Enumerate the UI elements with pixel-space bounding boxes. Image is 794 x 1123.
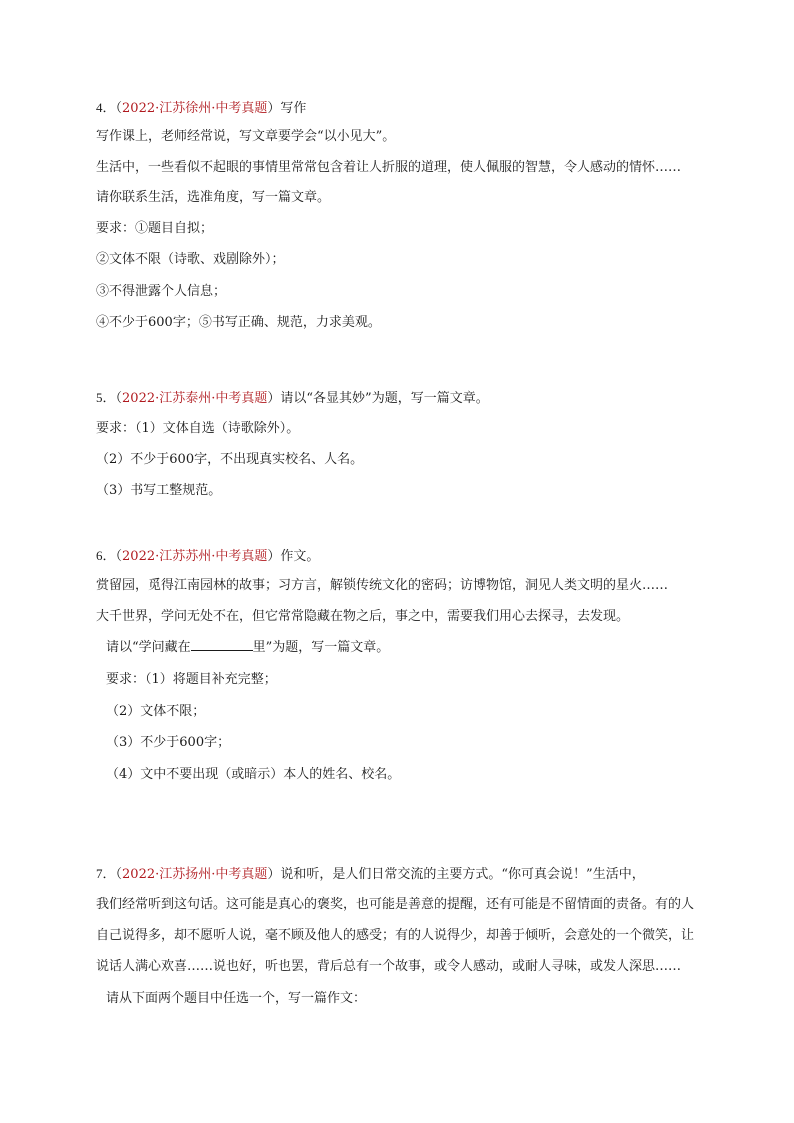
requirement-line: （3）书写工整规范。: [96, 483, 222, 498]
paragraph-line: 请你联系生活，选准角度，写一篇文章。: [96, 190, 331, 205]
prompt-line: 请以“学问藏在 里”为题，写一篇文章。: [106, 640, 390, 655]
requirement-line: （2）不少于600字，不出现真实校名、人名。: [96, 452, 364, 467]
paragraph-line: 赏留园，觅得江南园林的故事；习方言，解锁传统文化的密码；访博物馆，洞见人类文明的星火……: [96, 578, 669, 593]
source-tag: 2022·江苏苏州·中考真题: [122, 549, 268, 564]
requirement-line: （3）不少于600字；: [106, 735, 231, 750]
question-4-heading: 4．（2022·江苏徐州·中考真题）写作: [96, 100, 307, 116]
paragraph-line: 我们经常听到这句话。这可能是真心的褒奖，也可能是善意的提醒，还有可能是不留情面的责备。有的人: [96, 897, 695, 912]
requirement-line: ③不得泄露个人信息；: [96, 284, 227, 299]
question-title: 请以“各显其妙”为题，写一篇文章。: [280, 391, 489, 406]
source-tag: 2022·江苏扬州·中考真题: [122, 867, 268, 882]
question-7-heading: 7．（2022·江苏扬州·中考真题）说和听，是人们日常交流的主要方式。“你可真会说！”生活中，: [96, 866, 645, 882]
requirement-line: 要求：①题目自拟；: [96, 221, 214, 236]
question-title: 说和听，是人们日常交流的主要方式。“你可真会说！”生活中，: [280, 867, 645, 882]
requirement-line: 要求：（1）文体自选（诗歌除外）。: [96, 421, 300, 436]
question-title: 作文。: [280, 549, 320, 564]
prompt-line: 请从下面两个题目中任选一个，写一篇作文：: [106, 991, 367, 1006]
question-number: 5．: [96, 390, 116, 405]
question-title: 写作: [280, 101, 307, 116]
question-number: 6．: [96, 548, 116, 563]
fill-in-blank: [191, 638, 253, 651]
paragraph-line: 大千世界，学问无处不在，但它常常隐藏在物之后，事之中，需要我们用心去探寻，去发现。: [96, 609, 630, 624]
paragraph-line: 说话人满心欢喜……说也好，听也罢，背后总有一个故事，或令人感动，或耐人寻味，或发人深思……: [96, 959, 682, 974]
question-5-heading: 5．（2022·江苏泰州·中考真题）请以“各显其妙”为题，写一篇文章。: [96, 390, 489, 406]
question-number: 4．: [96, 100, 116, 115]
requirement-line: 要求：（1）将题目补充完整；: [106, 672, 277, 687]
requirement-line: （4）文中不要出现（或暗示）本人的姓名、校名。: [106, 767, 401, 782]
question-6-heading: 6．（2022·江苏苏州·中考真题）作文。: [96, 548, 320, 564]
source-tag: 2022·江苏泰州·中考真题: [122, 391, 268, 406]
requirement-line: ④不少于600字；⑤书写正确、规范，力求美观。: [96, 315, 381, 330]
paragraph-line: 生活中，一些看似不起眼的事情里常常包含着让人折服的道理，使人佩服的智慧，令人感动的情怀……: [96, 160, 682, 175]
paragraph-line: 写作课上，老师经常说，写文章要学会“以小见大”。: [96, 129, 396, 144]
source-tag: 2022·江苏徐州·中考真题: [122, 101, 268, 116]
requirement-line: （2）文体不限；: [106, 704, 206, 719]
paragraph-line: 自己说得多，却不愿听人说，毫不顾及他人的感受；有的人说得少，却善于倾听，会意处的一个微笑，让: [96, 928, 695, 943]
requirement-line: ②文体不限（诗歌、戏剧除外）；: [96, 252, 285, 267]
question-number: 7．: [96, 866, 116, 881]
